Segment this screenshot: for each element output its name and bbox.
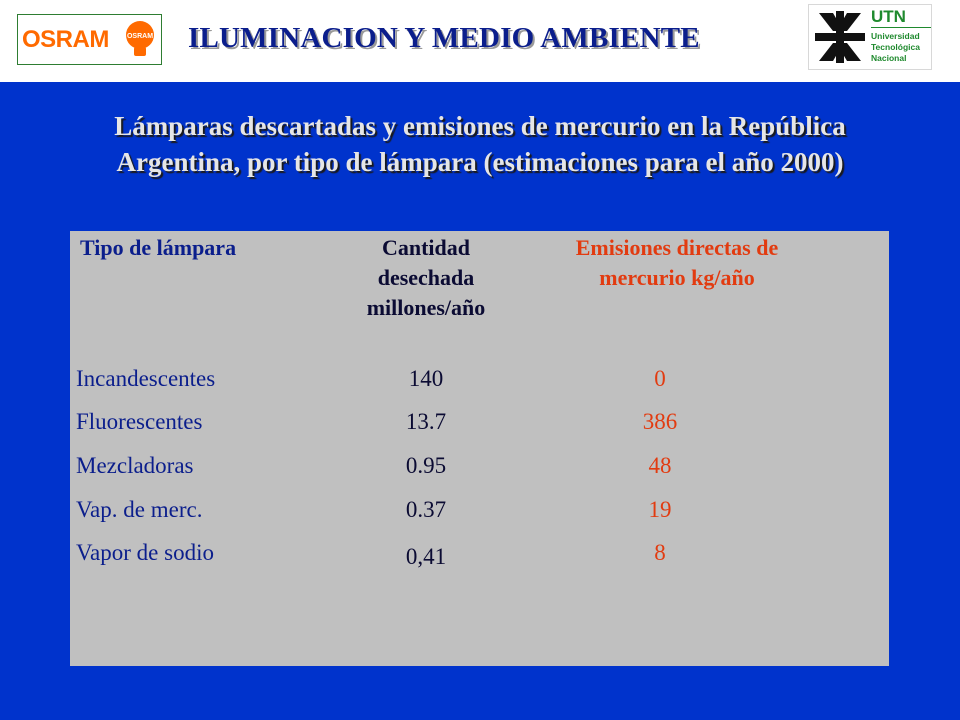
utn-emblem-icon: [813, 9, 867, 65]
row-quantity: 13.7: [405, 409, 447, 434]
utn-line-3: Nacional: [871, 53, 907, 63]
row-emissions: 19: [648, 497, 672, 522]
utn-wordmark: [871, 7, 931, 64]
header-emissions-line-2: mercurio kg/año: [599, 265, 755, 290]
header-quantity-line-3: millones/año: [366, 295, 486, 320]
subtitle-line-1: Lámparas descartadas y emisiones de mercurio en la República: [114, 111, 846, 141]
subtitle-line-2: Argentina, por tipo de lámpara (estimaciones para el año 2000): [116, 147, 844, 177]
row-quantity: 0.37: [405, 497, 447, 522]
header-title: ILUMINACION Y MEDIO AMBIENTE: [188, 22, 700, 54]
utn-line-1: Universidad: [871, 31, 920, 41]
slide-subtitle: [20, 108, 940, 180]
header-quantity-line-2: desechada: [377, 265, 475, 290]
header-lamp-type: Tipo de lámpara: [80, 235, 237, 260]
row-emissions: 386: [642, 409, 678, 434]
data-table: [70, 231, 889, 666]
row-emissions: 8: [654, 540, 666, 565]
row-type: Vapor de sodio: [76, 540, 214, 565]
row-emissions: 48: [648, 453, 672, 478]
row-type: Fluorescentes: [76, 409, 203, 434]
row-type: Incandescentes: [76, 366, 216, 391]
osram-logo-text: OSRAM: [22, 26, 109, 53]
osram-logo: [17, 14, 162, 65]
header-quantity: [356, 233, 496, 323]
utn-abbr: UTN: [871, 7, 931, 28]
row-emissions: 0: [654, 366, 666, 391]
utn-line-2: Tecnológica: [871, 42, 920, 52]
osram-bulb-icon: [122, 19, 158, 59]
header-quantity-line-1: Cantidad: [381, 235, 471, 260]
row-quantity: 0.95: [405, 453, 447, 478]
row-type: Vap. de merc.: [76, 497, 203, 522]
header-emissions-line-1: Emisiones directas de: [575, 235, 779, 260]
row-quantity: 0,41: [405, 544, 447, 569]
header-emissions: [522, 233, 832, 293]
osram-badge-text: OSRAM: [126, 33, 154, 40]
row-type: Mezcladoras: [76, 453, 194, 478]
row-quantity: 140: [408, 366, 444, 391]
header-bar: [0, 0, 960, 82]
utn-logo: [808, 4, 932, 70]
